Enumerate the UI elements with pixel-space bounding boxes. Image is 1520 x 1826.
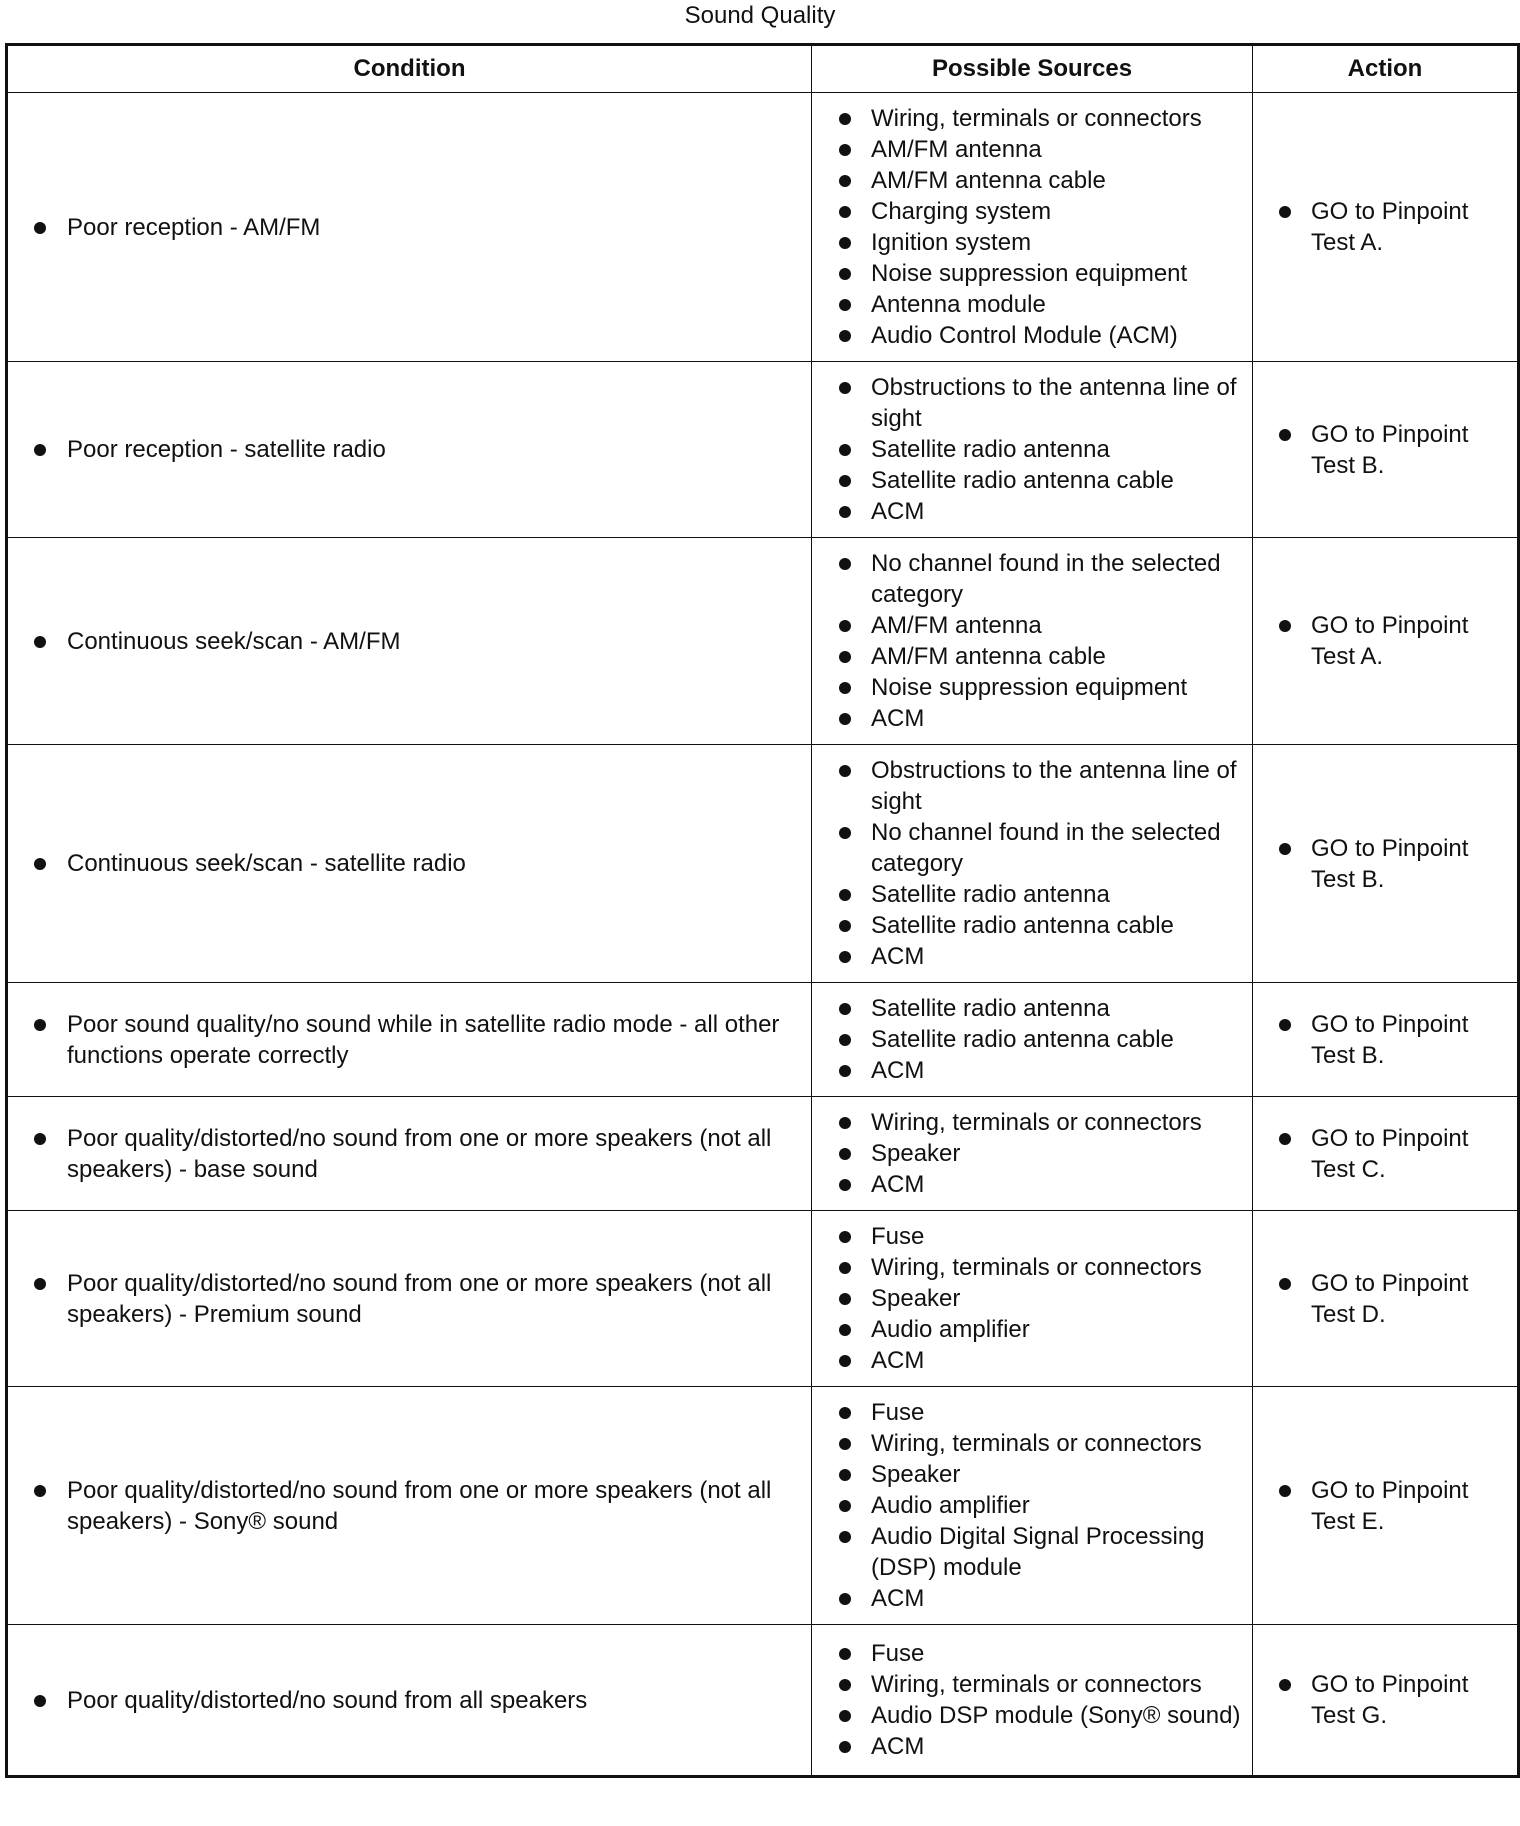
action-header: Action — [1253, 45, 1519, 93]
source-item: ACM — [812, 1583, 1252, 1614]
source-item: Speaker — [812, 1283, 1252, 1314]
condition-list — [8, 1009, 811, 1071]
condition-item: Poor quality/distorted/no sound from one or more speakers (not all speakers) - Premium sound — [8, 1268, 811, 1330]
sources-list — [812, 1638, 1252, 1762]
source-item: No channel found in the selected category — [812, 817, 1252, 879]
action-item: GO to Pinpoint Test C. — [1253, 1123, 1517, 1185]
table-caption: Sound Quality — [684, 2, 836, 29]
table-row — [7, 1625, 1519, 1777]
source-item: Audio Control Module (ACM) — [812, 320, 1252, 351]
source-item: AM/FM antenna cable — [812, 165, 1252, 196]
action-cell — [1253, 983, 1519, 1097]
action-item: GO to Pinpoint Test B. — [1253, 419, 1517, 481]
source-item: Charging system — [812, 196, 1252, 227]
possible-sources-cell — [812, 983, 1253, 1097]
action-list — [1253, 1009, 1517, 1071]
condition-item: Poor reception - AM/FM — [8, 212, 811, 243]
condition-list — [8, 1475, 811, 1537]
action-item: GO to Pinpoint Test B. — [1253, 1009, 1517, 1071]
source-item: Wiring, terminals or connectors — [812, 1428, 1252, 1459]
condition-list — [8, 212, 811, 243]
action-item: GO to Pinpoint Test E. — [1253, 1475, 1517, 1537]
possible-sources-cell — [812, 1211, 1253, 1387]
header-row — [7, 45, 1519, 93]
condition-item: Poor sound quality/no sound while in satellite radio mode - all other functions operate correctly — [8, 1009, 811, 1071]
sources-list — [812, 372, 1252, 527]
condition-item: Poor quality/distorted/no sound from one or more speakers (not all speakers) - Sony® sound — [8, 1475, 811, 1537]
table-row — [7, 93, 1519, 362]
source-item: Noise suppression equipment — [812, 258, 1252, 289]
source-item: Wiring, terminals or connectors — [812, 1107, 1252, 1138]
condition-list — [8, 1685, 811, 1716]
action-cell — [1253, 1625, 1519, 1777]
table-row — [7, 1211, 1519, 1387]
condition-header: Condition — [7, 45, 812, 93]
possible-sources-cell — [812, 362, 1253, 538]
table-row — [7, 362, 1519, 538]
condition-list — [8, 848, 811, 879]
source-item: ACM — [812, 1169, 1252, 1200]
source-item: Wiring, terminals or connectors — [812, 1252, 1252, 1283]
source-item: Wiring, terminals or connectors — [812, 1669, 1252, 1700]
sources-list — [812, 1221, 1252, 1376]
action-item: GO to Pinpoint Test A. — [1253, 610, 1517, 672]
action-list — [1253, 833, 1517, 895]
possible-sources-cell — [812, 538, 1253, 745]
source-item: Satellite radio antenna cable — [812, 1024, 1252, 1055]
condition-item: Continuous seek/scan - AM/FM — [8, 626, 811, 657]
source-item: ACM — [812, 496, 1252, 527]
condition-cell — [7, 1387, 812, 1625]
sources-list — [812, 1397, 1252, 1614]
source-item: Wiring, terminals or connectors — [812, 103, 1252, 134]
source-item: Audio Digital Signal Processing (DSP) module — [812, 1521, 1252, 1583]
action-item: GO to Pinpoint Test A. — [1253, 196, 1517, 258]
source-item: Audio DSP module (Sony® sound) — [812, 1700, 1252, 1731]
source-item: Fuse — [812, 1397, 1252, 1428]
source-item: ACM — [812, 941, 1252, 972]
condition-cell — [7, 93, 812, 362]
sources-list — [812, 548, 1252, 734]
source-item: AM/FM antenna — [812, 610, 1252, 641]
source-item: ACM — [812, 703, 1252, 734]
table-body — [7, 93, 1519, 1777]
condition-cell — [7, 1625, 812, 1777]
source-item: Satellite radio antenna — [812, 434, 1252, 465]
possible-sources-cell — [812, 1625, 1253, 1777]
table-row — [7, 983, 1519, 1097]
possible-sources-cell — [812, 1097, 1253, 1211]
action-list — [1253, 196, 1517, 258]
sources-list — [812, 993, 1252, 1086]
source-item: ACM — [812, 1055, 1252, 1086]
condition-item: Poor quality/distorted/no sound from all speakers — [8, 1685, 811, 1716]
table-row — [7, 1387, 1519, 1625]
source-item: ACM — [812, 1345, 1252, 1376]
table-row — [7, 1097, 1519, 1211]
action-cell — [1253, 93, 1519, 362]
source-item: Antenna module — [812, 289, 1252, 320]
action-item: GO to Pinpoint Test G. — [1253, 1669, 1517, 1731]
condition-item: Continuous seek/scan - satellite radio — [8, 848, 811, 879]
condition-item: Poor reception - satellite radio — [8, 434, 811, 465]
condition-list — [8, 434, 811, 465]
action-cell — [1253, 745, 1519, 983]
action-list — [1253, 1268, 1517, 1330]
source-item: Audio amplifier — [812, 1490, 1252, 1521]
source-item: Ignition system — [812, 227, 1252, 258]
action-cell — [1253, 1211, 1519, 1387]
condition-item: Poor quality/distorted/no sound from one or more speakers (not all speakers) - base sound — [8, 1123, 811, 1185]
source-item: Satellite radio antenna — [812, 993, 1252, 1024]
action-cell — [1253, 538, 1519, 745]
action-item: GO to Pinpoint Test D. — [1253, 1268, 1517, 1330]
possible-sources-header: Possible Sources — [812, 45, 1253, 93]
condition-cell — [7, 1097, 812, 1211]
table-row — [7, 745, 1519, 983]
possible-sources-cell — [812, 745, 1253, 983]
source-item: ACM — [812, 1731, 1252, 1762]
condition-list — [8, 1123, 811, 1185]
condition-cell — [7, 1211, 812, 1387]
source-item: No channel found in the selected category — [812, 548, 1252, 610]
action-list — [1253, 1669, 1517, 1731]
source-item: Satellite radio antenna — [812, 879, 1252, 910]
source-item: AM/FM antenna — [812, 134, 1252, 165]
action-cell — [1253, 1387, 1519, 1625]
source-item: Obstructions to the antenna line of sight — [812, 372, 1252, 434]
condition-cell — [7, 983, 812, 1097]
condition-cell — [7, 745, 812, 983]
sources-list — [812, 103, 1252, 351]
sources-list — [812, 1107, 1252, 1200]
condition-cell — [7, 538, 812, 745]
sources-list — [812, 755, 1252, 972]
condition-cell — [7, 362, 812, 538]
source-item: Satellite radio antenna cable — [812, 465, 1252, 496]
source-item: AM/FM antenna cable — [812, 641, 1252, 672]
source-item: Audio amplifier — [812, 1314, 1252, 1345]
action-cell — [1253, 1097, 1519, 1211]
source-item: Speaker — [812, 1138, 1252, 1169]
source-item: Obstructions to the antenna line of sight — [812, 755, 1252, 817]
source-item: Noise suppression equipment — [812, 672, 1252, 703]
condition-list — [8, 1268, 811, 1330]
source-item: Speaker — [812, 1459, 1252, 1490]
possible-sources-cell — [812, 1387, 1253, 1625]
action-item: GO to Pinpoint Test B. — [1253, 833, 1517, 895]
table-row — [7, 538, 1519, 745]
action-list — [1253, 610, 1517, 672]
source-item: Satellite radio antenna cable — [812, 910, 1252, 941]
source-item: Fuse — [812, 1221, 1252, 1252]
condition-list — [8, 626, 811, 657]
symptom-chart-table — [5, 43, 1520, 1778]
possible-sources-cell — [812, 93, 1253, 362]
action-list — [1253, 419, 1517, 481]
action-list — [1253, 1475, 1517, 1537]
action-list — [1253, 1123, 1517, 1185]
source-item: Fuse — [812, 1638, 1252, 1669]
action-cell — [1253, 362, 1519, 538]
